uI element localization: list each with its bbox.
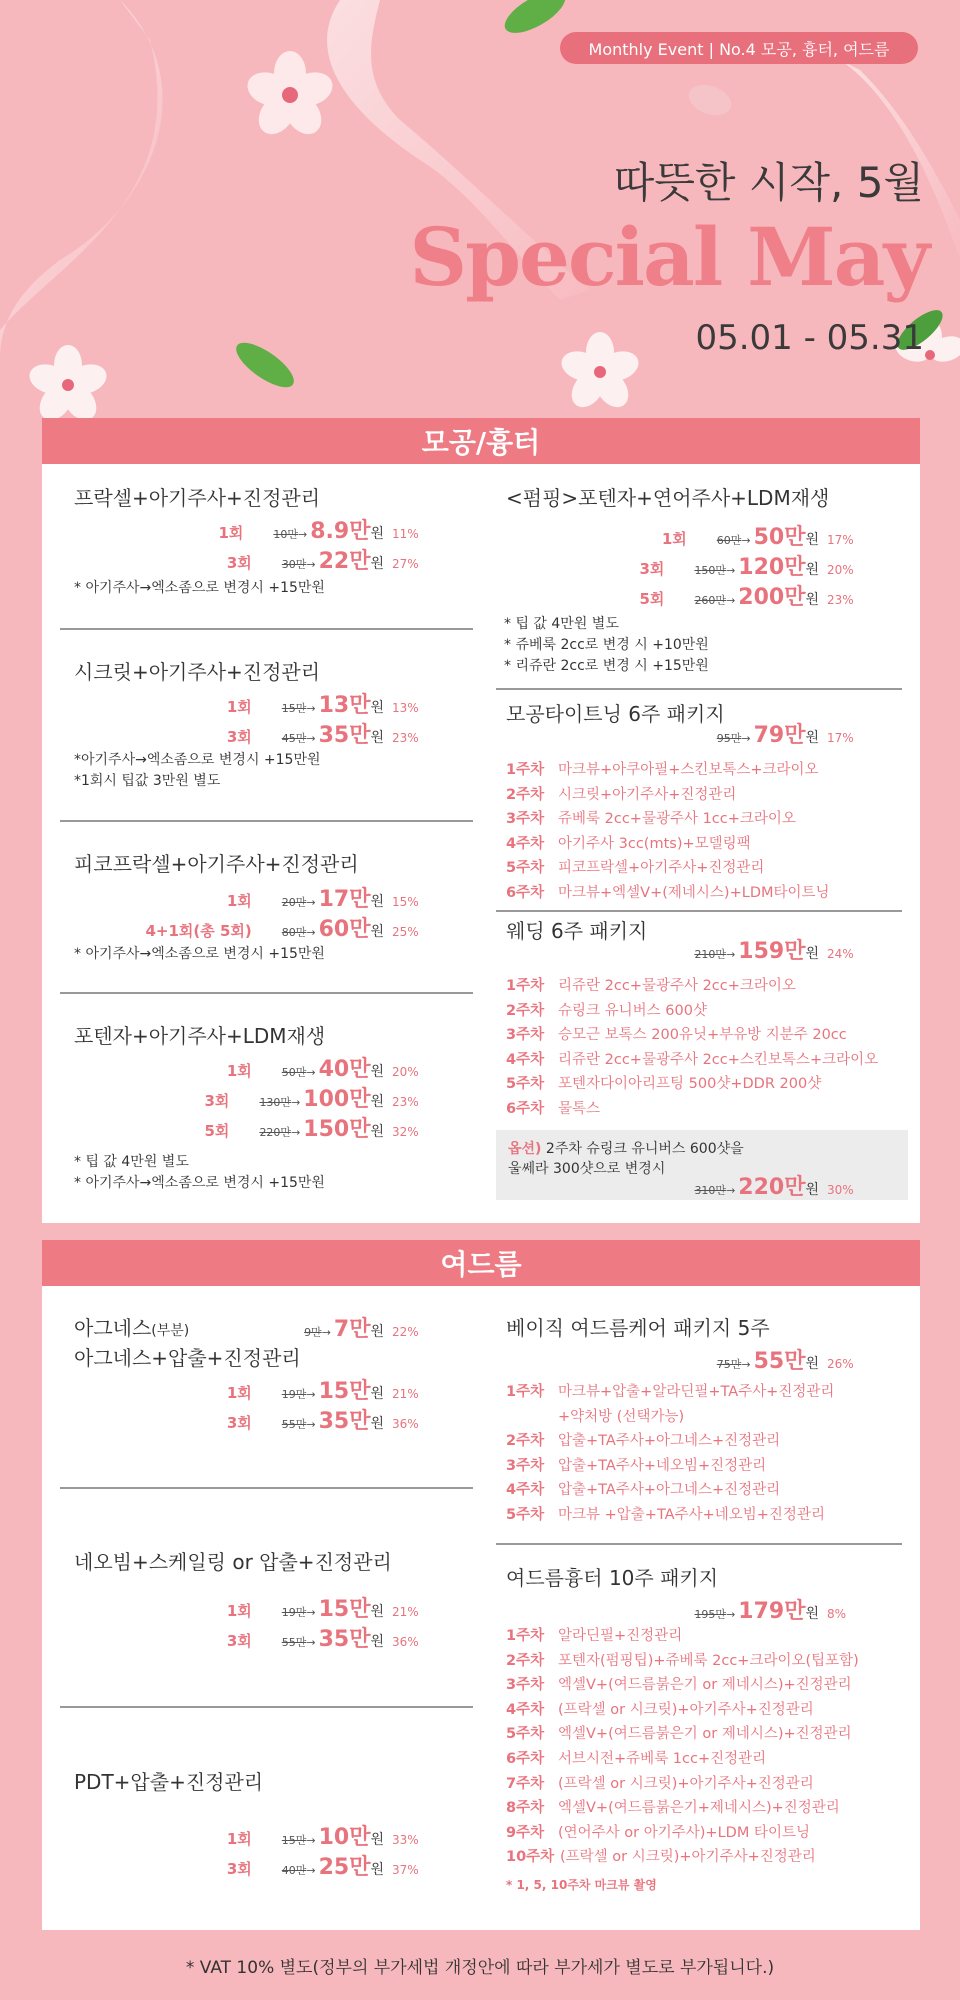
step-detail: 마크뷰+아쿠아필+스킨보톡스+크라이오 [558,762,819,778]
option-text: 2주차 슈링크 유니버스 600샷을 [545,1141,744,1157]
step-week: 5주차 [506,1076,545,1093]
sale-price: 15만 [318,1379,371,1404]
discount-rate: 26% [827,1357,854,1371]
treatment-note: * 리쥬란 2cc로 변경 시 +15만원 [504,658,709,674]
price-row [227,718,432,746]
currency-unit: 원 [370,526,384,542]
step-week: 6주차 [506,884,545,901]
arrow-icon: → [306,1606,316,1619]
arrow-icon: → [306,1636,316,1649]
arrow-icon: → [726,948,736,961]
original-price: 50만 [281,1066,307,1079]
arrow-icon: → [306,702,316,715]
step-week: 1주차 [506,1384,545,1400]
currency-unit: 원 [370,1862,384,1878]
package-step [506,1796,916,1821]
treatment-note: *1회시 팁값 3만원 별도 [74,773,221,789]
treatment-note: *아기주사→엑소좀으로 변경시 +15만원 [74,752,321,768]
treatment-title: 시크릿+아기주사+진정관리 [74,660,321,684]
page-subtitle: 따뜻한 시작, 5월 [613,158,924,207]
package-step [506,1624,916,1649]
divider [60,628,473,630]
package-title: 모공타이트닝 6주 패키지 [506,702,725,726]
step-week: 3주차 [506,1677,545,1694]
currency-unit: 원 [370,1386,384,1402]
sale-price: 150만 [303,1117,371,1142]
price-row [227,544,432,572]
sale-price: 7만 [333,1317,371,1342]
divider [60,1487,473,1489]
arrow-icon: → [741,1358,751,1371]
session-label: 1회 [226,1830,252,1848]
package-steps [506,1624,916,1870]
sale-price: 79만 [753,723,806,748]
step-week: 2주차 [506,1433,545,1450]
discount-rate: 22% [392,1325,419,1339]
leaf-icon [230,335,301,395]
step-detail: 마크뷰 +압출+TA주사+네오빔+진정관리 [558,1506,825,1523]
session-label: 1회 [218,524,244,542]
package-step [506,807,906,832]
package-title: 웨딩 6주 패키지 [506,919,648,943]
package-step [506,1503,916,1528]
sale-price: 17만 [318,887,371,912]
currency-unit: 원 [370,1064,384,1080]
arrow-icon: → [306,926,316,939]
package-step [506,1072,916,1097]
event-badge: Monthly Event | No.4 모공, 흉터, 여드름 [560,32,918,64]
package-step [506,832,906,857]
price-row [640,550,868,578]
discount-rate: 21% [392,1605,419,1619]
arrow-icon: → [306,1066,316,1079]
sale-price: 60만 [318,917,371,942]
step-week: 4주차 [506,1051,545,1068]
treatment-note: * 아기주사→엑소좀으로 변경시 +15만원 [74,946,325,962]
step-detail: 승모근 보톡스 200유닛+부유방 지분주 20cc [558,1027,847,1044]
original-price: 260만 [694,594,727,607]
original-price: 55만 [281,1418,307,1431]
discount-rate: 23% [827,593,854,607]
step-week: 1주차 [506,1628,545,1644]
package-step [506,1454,916,1479]
package-step [506,1698,916,1723]
package-step [506,1023,916,1048]
vat-footer: * VAT 10% 별도(정부의 부가세법 개정안에 따라 부가세가 별도로 부가됩니다.) [185,1958,775,1978]
step-week: 3주차 [506,1027,545,1044]
step-week: 2주차 [506,1652,545,1669]
sale-price: 40만 [318,1057,371,1082]
acne-panel [42,1240,920,1930]
sale-price: 220만 [738,1175,806,1200]
divider [496,1543,902,1545]
price-row [694,1170,867,1198]
session-label: 3회 [204,1092,230,1110]
step-detail: 압출+TA주사+아그네스+진정관리 [558,1433,781,1450]
sale-price: 10만 [318,1825,371,1850]
currency-unit: 원 [805,532,819,548]
discount-rate: 17% [827,533,854,547]
step-week: 5주차 [506,860,545,877]
currency-unit: 원 [370,1324,384,1340]
step-detail: 서브시전+쥬베룩 1cc+진정관리 [558,1750,767,1767]
sale-price: 15만 [318,1597,371,1622]
discount-rate: 17% [827,731,854,745]
currency-unit: 원 [370,1124,384,1140]
package-title: 여드름흉터 10주 패키지 [506,1566,719,1590]
treatment-title: 네오빔+스케일링 or 압출+진정관리 [74,1550,392,1574]
treatment-title: 포텐자+아기주사+LDM재생 [74,1024,326,1048]
original-price: 15만 [281,1834,307,1847]
currency-unit: 원 [805,562,819,578]
original-price: 210만 [694,948,727,961]
package-title: 베이직 여드름케어 패키지 5주 [506,1316,770,1340]
step-detail: (프락셀 or 시크릿)+아기주사+진정관리 [558,1775,814,1792]
discount-rate: 23% [392,731,419,745]
step-week: 5주차 [506,1506,545,1523]
session-label: 5회 [639,590,665,608]
treatment-note: * 팁 값 4만원 별도 [504,616,619,632]
step-week: 7주차 [506,1775,545,1792]
original-price: 45만 [281,732,307,745]
pores-panel [42,418,920,1223]
treatment-note: * 쥬베룩 2cc로 변경 시 +10만원 [504,637,709,653]
price-row [227,882,432,910]
package-step [506,1649,916,1674]
price-row [717,718,867,746]
sale-price: 25만 [318,1855,371,1880]
arrow-icon: → [306,896,316,909]
divider [496,910,902,912]
step-detail: 알라딘필+진정관리 [558,1628,683,1644]
session-label: 3회 [226,728,252,746]
divider [60,820,473,822]
blossom-icon [558,332,643,413]
pores-heading: 모공/흉터 [42,418,920,464]
currency-unit: 원 [370,1832,384,1848]
currency-unit: 원 [805,1606,819,1622]
discount-rate: 37% [392,1863,419,1877]
divider [496,688,902,690]
original-price: 60만 [716,534,742,547]
arrow-icon: → [291,1126,301,1139]
package-step [506,1673,916,1698]
original-price: 150만 [694,564,727,577]
currency-unit: 원 [370,730,384,746]
sale-price: 35만 [318,1409,371,1434]
currency-unit: 원 [805,1182,819,1198]
original-price: 80만 [281,926,307,939]
step-week: 2주차 [506,786,545,803]
step-detail: (프락셀 or 시크릿)+아기주사+진정관리 [560,1849,816,1866]
original-price: 40만 [281,1864,307,1877]
session-label: 3회 [226,1632,252,1650]
step-week: 4주차 [506,1701,545,1718]
package-step [506,1845,916,1870]
discount-rate: 13% [392,701,419,715]
sale-price: 159만 [738,939,806,964]
treatment-note: * 아기주사→엑소좀으로 변경시 +15만원 [74,580,325,596]
treatment-title: 아그네스(부분) [74,1316,190,1340]
package-steps [506,758,906,906]
discount-rate: 21% [392,1387,419,1401]
step-week: 1주차 [506,978,545,994]
arrow-icon: → [726,1608,736,1621]
step-detail: 엑셀V+(여드름붉은기+제네시스)+진정관리 [558,1800,840,1817]
currency-unit: 원 [370,1094,384,1110]
package-step [506,856,906,881]
original-price: 195만 [694,1608,727,1621]
package-step [506,1722,916,1747]
step-detail: 시크릿+아기주사+진정관리 [558,786,737,803]
treatment-title: PDT+압출+진정관리 [74,1770,264,1794]
treatment-note: * 팁 값 4만원 별도 [74,1154,189,1170]
currency-unit: 원 [805,592,819,608]
step-detail: 포텐자(펌핑팁)+쥬베룩 2cc+크라이오(팁포함) [558,1652,859,1669]
treatment-title: <펌핑>포텐자+연어주사+LDM재생 [506,486,830,510]
discount-rate: 20% [392,1065,419,1079]
discount-rate: 27% [392,557,419,571]
price-row [227,1374,432,1402]
divider [60,992,473,994]
treatment-title: 프락셀+아기주사+진정관리 [74,486,321,510]
session-label: 1회 [661,530,687,548]
price-row [227,1592,432,1620]
session-label: 3회 [226,1414,252,1432]
currency-unit: 원 [370,700,384,716]
price-row [227,1052,432,1080]
option-text: 울쎄라 300샷으로 변경시 [508,1161,666,1177]
discount-rate: 30% [827,1183,854,1197]
original-price: 220만 [259,1126,292,1139]
step-detail: 피코프락셀+아기주사+진정관리 [558,860,765,877]
discount-rate: 20% [827,563,854,577]
currency-unit: 원 [370,894,384,910]
session-label: 1회 [226,1602,252,1620]
sale-price: 8.9만 [310,519,371,544]
price-row [662,520,867,548]
package-step [506,1380,916,1405]
arrow-icon: → [321,1326,331,1339]
price-row [218,514,432,542]
discount-rate: 32% [392,1125,419,1139]
step-detail: 포텐자다이아리프팅 500샷+DDR 200샷 [558,1076,822,1093]
package-step [506,881,906,906]
step-week: 9주차 [506,1824,545,1841]
discount-rate: 36% [392,1417,419,1431]
arrow-icon: → [306,558,316,571]
original-price: 130만 [259,1096,292,1109]
step-detail: 리쥬란 2cc+물광주사 2cc+크라이오 [558,978,796,994]
acne-heading: 여드름 [42,1240,920,1286]
discount-rate: 36% [392,1635,419,1649]
step-detail: (프락셀 or 시크릿)+아기주사+진정관리 [558,1701,814,1718]
treatment-title: 피코프락셀+아기주사+진정관리 [74,852,359,876]
package-note: * 1, 5, 10주차 마크뷰 촬영 [506,1878,657,1892]
package-steps [506,1380,916,1528]
original-price: 95만 [716,732,742,745]
step-detail: 아기주사 3cc(mts)+모델링팩 [558,835,751,852]
currency-unit: 원 [805,946,819,962]
price-row [227,1850,432,1878]
price-row [205,1112,433,1140]
original-price: 19만 [281,1606,307,1619]
original-price: 9만 [304,1326,322,1339]
original-price: 30만 [281,558,307,571]
arrow-icon: → [291,1096,301,1109]
price-row [227,1622,432,1650]
step-week: 2주차 [506,1002,545,1019]
step-week: 6주차 [506,1100,545,1117]
arrow-icon: → [741,534,751,547]
step-detail: 슈링크 유니버스 600샷 [558,1002,707,1019]
sale-price: 179만 [738,1599,806,1624]
original-price: 310만 [694,1184,727,1197]
session-label: 1회 [226,892,252,910]
sale-price: 22만 [318,549,371,574]
step-week: 4주차 [506,1482,545,1499]
option-label: 옵션) [508,1141,542,1157]
step-week: 5주차 [506,1726,545,1743]
step-week: 4주차 [506,835,545,852]
step-detail: 엑셀V+(여드름붉은기 or 제네시스)+진정관리 [558,1677,852,1694]
step-detail: 압출+TA주사+네오빔+진정관리 [558,1457,767,1474]
step-detail: 쥬베룩 2cc+물광주사 1cc+크라이오 [558,811,796,828]
price-row [640,580,868,608]
arrow-icon: → [306,732,316,745]
arrow-icon: → [306,1864,316,1877]
page-title: Special May [409,210,928,304]
original-price: 75만 [716,1358,742,1371]
arrow-icon: → [726,594,736,607]
price-row [227,688,432,716]
currency-unit: 원 [370,1604,384,1620]
package-step [506,974,916,999]
package-step [506,1478,916,1503]
session-label: 1회 [226,1384,252,1402]
price-row [304,1312,432,1340]
currency-unit: 원 [370,1416,384,1432]
original-price: 19만 [281,1388,307,1401]
arrow-icon: → [306,1388,316,1401]
step-week: 3주차 [506,811,545,828]
package-step [506,758,906,783]
package-step [506,1405,916,1430]
arrow-icon: → [741,732,751,745]
treatment-note: * 아기주사→엑소좀으로 변경시 +15만원 [74,1175,325,1191]
step-detail: +약처방 (선택가능) [558,1408,685,1425]
sale-price: 35만 [318,723,371,748]
package-steps [506,974,916,1122]
sale-price: 50만 [753,525,806,550]
currency-unit: 원 [805,1356,819,1372]
step-detail: 리쥬란 2cc+물광주사 2cc+스킨보톡스+크라이오 [558,1051,879,1068]
session-label: 1회 [226,698,252,716]
discount-rate: 24% [827,947,854,961]
discount-rate: 8% [827,1607,847,1621]
session-label: 3회 [639,560,665,578]
price-row [145,912,432,940]
session-label: 5회 [204,1122,230,1140]
sale-price: 35만 [318,1627,371,1652]
step-week: 3주차 [506,1457,545,1474]
sale-price: 100만 [303,1087,371,1112]
step-detail: 물톡스 [558,1100,601,1117]
package-step [506,1429,916,1454]
step-week: 1주차 [506,762,545,778]
treatment-title: 아그네스+압출+진정관리 [74,1346,301,1370]
original-price: 10만 [273,528,299,541]
step-week [506,1405,558,1430]
discount-rate: 33% [392,1833,419,1847]
price-row [205,1082,433,1110]
original-price: 20만 [281,896,307,909]
discount-rate: 11% [392,527,419,541]
step-detail: 압출+TA주사+아그네스+진정관리 [558,1482,781,1499]
arrow-icon: → [726,564,736,577]
package-step [506,1097,916,1122]
price-row [717,1344,867,1372]
arrow-icon: → [298,528,308,541]
leaf-icon [499,0,572,41]
session-label: 1회 [226,1062,252,1080]
package-step [506,1747,916,1772]
divider [60,1706,473,1708]
event-dates: 05.01 - 05.31 [695,318,924,358]
step-detail: (연어주사 or 아기주사)+LDM 타이트닝 [558,1824,810,1841]
arrow-icon: → [306,1418,316,1431]
step-week: 10주차 [506,1849,555,1866]
arrow-icon: → [726,1184,736,1197]
currency-unit: 원 [370,556,384,572]
package-step [506,1821,916,1846]
step-detail: 마크뷰+엑셀V+(제네시스)+LDM타이트닝 [558,884,830,901]
session-label: 4+1회(총 5회) [145,922,252,940]
session-label: 3회 [226,1860,252,1878]
package-step [506,1048,916,1073]
petal-icon [685,79,736,120]
discount-rate: 23% [392,1095,419,1109]
sale-price: 55만 [753,1349,806,1374]
discount-rate: 25% [392,925,419,939]
blossom-icon [26,345,111,426]
package-step [506,999,916,1024]
price-row [694,1594,867,1622]
step-detail: 마크뷰+압출+알라딘필+TA주사+진정관리 [558,1384,835,1400]
currency-unit: 원 [370,924,384,940]
sale-price: 120만 [738,555,806,580]
package-step [506,783,906,808]
original-price: 15만 [281,702,307,715]
sale-price: 200만 [738,585,806,610]
step-detail: 엑셀V+(여드름붉은기 or 제네시스)+진정관리 [558,1726,852,1743]
price-row [227,1820,432,1848]
step-week: 8주차 [506,1800,545,1817]
session-label: 3회 [226,554,252,572]
original-price: 55만 [281,1636,307,1649]
discount-rate: 15% [392,895,419,909]
step-week: 6주차 [506,1750,545,1767]
blossom-icon [243,51,337,141]
sale-price: 13만 [318,693,371,718]
arrow-icon: → [306,1834,316,1847]
price-row [227,1404,432,1432]
package-step [506,1772,916,1797]
price-row [694,934,867,962]
currency-unit: 원 [805,730,819,746]
currency-unit: 원 [370,1634,384,1650]
